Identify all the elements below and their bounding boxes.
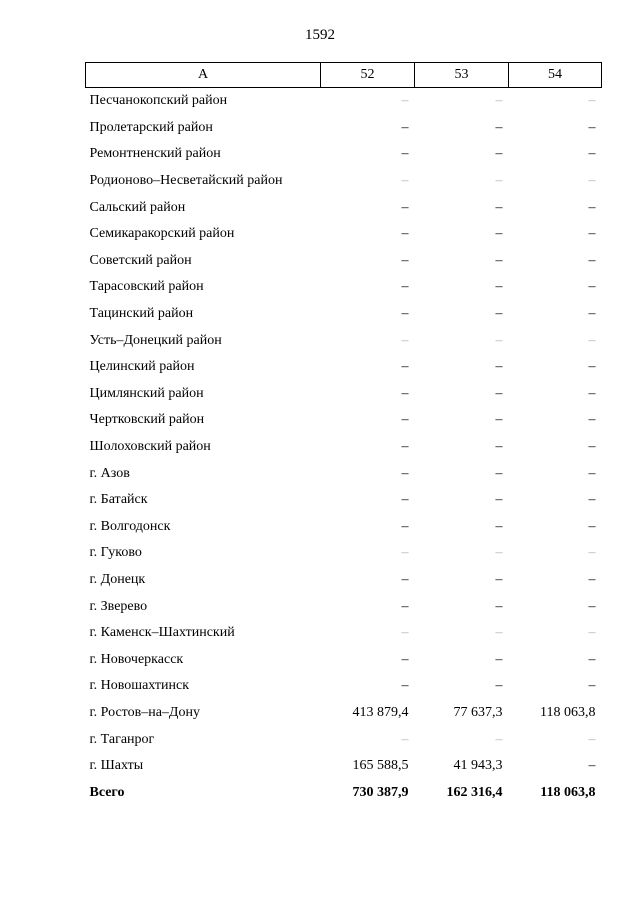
cell-53: 41 943,3 (453, 758, 503, 774)
cell-53: – (495, 306, 503, 322)
cell-54: – (588, 518, 596, 534)
table-row (86, 354, 602, 381)
row-label: Песчанокопский район (89, 93, 228, 109)
cell-53: – (495, 173, 503, 189)
row-label: г. Гуково (89, 545, 142, 561)
table-row (86, 168, 602, 195)
row-label: г. Новошахтинск (89, 678, 190, 694)
cell-53: – (495, 332, 503, 348)
row-label: Пролетарский район (89, 119, 213, 135)
cell-52: – (401, 146, 409, 162)
row-label: Родионово–Несветайский район (89, 173, 283, 189)
cell-52: 413 879,4 (352, 704, 409, 720)
cell-52: – (401, 731, 409, 747)
cell-53: – (495, 545, 503, 561)
cell-53: – (495, 571, 503, 587)
total-54: 118 063,8 (540, 784, 596, 800)
cell-53: – (495, 359, 503, 375)
cell-52: 165 588,5 (352, 758, 409, 774)
table-row (86, 407, 602, 434)
cell-53: – (495, 439, 503, 455)
table-row (86, 248, 602, 275)
page-number: 1592 (305, 27, 335, 43)
cell-53: – (495, 146, 503, 162)
cell-52: – (401, 226, 409, 242)
row-label: Тарасовский район (89, 279, 204, 295)
cell-52: – (401, 598, 409, 614)
row-label: г. Новочеркасск (89, 651, 184, 667)
cell-54: – (588, 199, 596, 215)
table-row (86, 700, 602, 727)
row-label: г. Волгодонск (89, 518, 171, 534)
header-col-54: 54 (509, 63, 602, 88)
cell-52: – (401, 625, 409, 641)
total-label: Всего (89, 784, 125, 800)
table-row (86, 434, 602, 461)
row-label: г. Азов (89, 465, 130, 481)
cell-52: – (401, 93, 409, 109)
cell-52: – (401, 571, 409, 587)
cell-52: – (401, 306, 409, 322)
cell-53: – (495, 226, 503, 242)
cell-53: – (495, 625, 503, 641)
row-label: Шолоховский район (89, 439, 211, 455)
table-row (86, 753, 602, 780)
cell-54: – (588, 332, 596, 348)
cell-53: – (495, 518, 503, 534)
cell-52: – (401, 492, 409, 508)
cell-54: – (588, 465, 596, 481)
cell-52: – (401, 439, 409, 455)
data-table (85, 62, 602, 806)
table-row (86, 726, 602, 753)
row-label: г. Шахты (89, 758, 144, 774)
table-row (86, 460, 602, 487)
cell-53: – (495, 93, 503, 109)
table-row (86, 381, 602, 408)
cell-52: – (401, 119, 409, 135)
cell-53: – (495, 252, 503, 268)
table-row (86, 327, 602, 354)
row-label: Ремонтненский район (89, 146, 221, 162)
table-row (86, 540, 602, 567)
cell-53: – (495, 465, 503, 481)
cell-52: – (401, 385, 409, 401)
cell-53: – (495, 678, 503, 694)
cell-52: – (401, 412, 409, 428)
table-row (86, 221, 602, 248)
cell-52: – (401, 545, 409, 561)
cell-53: – (495, 492, 503, 508)
row-label: Целинский район (89, 359, 195, 375)
row-label: Семикаракорский район (89, 226, 235, 242)
total-row (86, 779, 602, 806)
header-col-52: 52 (321, 63, 415, 88)
row-label: г. Батайск (89, 492, 148, 508)
header-col-53: 53 (415, 63, 509, 88)
row-label: г. Ростов–на–Дону (89, 704, 200, 720)
cell-54: – (588, 252, 596, 268)
row-label: Тацинский район (89, 306, 194, 322)
cell-53: – (495, 199, 503, 215)
cell-53: – (495, 731, 503, 747)
row-label: Усть–Донецкий район (89, 332, 222, 348)
table-row (86, 88, 602, 115)
cell-52: – (401, 359, 409, 375)
table-row (86, 141, 602, 168)
header-col-a: А (86, 63, 321, 88)
table-row (86, 593, 602, 620)
cell-52: – (401, 173, 409, 189)
cell-53: 77 637,3 (453, 704, 503, 720)
cell-54: – (588, 173, 596, 189)
header-row (86, 63, 602, 88)
table-body (86, 88, 602, 807)
row-label: Чертковский район (89, 412, 205, 428)
table-row (86, 194, 602, 221)
cell-54: – (588, 146, 596, 162)
cell-54: – (588, 359, 596, 375)
cell-54: – (588, 119, 596, 135)
cell-52: – (401, 252, 409, 268)
cell-52: – (401, 678, 409, 694)
table-row (86, 514, 602, 541)
cell-54: – (588, 439, 596, 455)
row-label: Советский район (89, 252, 192, 268)
cell-53: – (495, 385, 503, 401)
table-row (86, 301, 602, 328)
cell-53: – (495, 119, 503, 135)
cell-54: – (588, 226, 596, 242)
cell-52: – (401, 199, 409, 215)
cell-54: – (588, 758, 596, 774)
cell-53: – (495, 651, 503, 667)
total-52: 730 387,9 (352, 784, 409, 800)
table-row (86, 673, 602, 700)
cell-52: – (401, 651, 409, 667)
cell-54: – (588, 412, 596, 428)
total-53: 162 316,4 (446, 784, 503, 800)
table-row (86, 646, 602, 673)
cell-52: – (401, 518, 409, 534)
table-row (86, 487, 602, 514)
table-row (86, 620, 602, 647)
cell-52: – (401, 465, 409, 481)
cell-54: – (588, 306, 596, 322)
cell-54: – (588, 651, 596, 667)
cell-54: – (588, 279, 596, 295)
cell-54: – (588, 545, 596, 561)
row-label: Сальский район (89, 199, 186, 215)
row-label: г. Таганрог (89, 731, 155, 747)
cell-53: – (495, 279, 503, 295)
cell-54: – (588, 598, 596, 614)
cell-54: – (588, 625, 596, 641)
cell-54: – (588, 492, 596, 508)
cell-54: – (588, 385, 596, 401)
table-row (86, 274, 602, 301)
table-row (86, 115, 602, 142)
row-label: Цимлянский район (89, 385, 204, 401)
cell-54: – (588, 93, 596, 109)
row-label: г. Донецк (89, 571, 146, 587)
table-row (86, 567, 602, 594)
cell-52: – (401, 332, 409, 348)
cell-54: – (588, 571, 596, 587)
cell-54: 118 063,8 (540, 704, 596, 720)
row-label: г. Каменск–Шахтинский (89, 625, 235, 641)
cell-53: – (495, 598, 503, 614)
cell-54: – (588, 731, 596, 747)
cell-52: – (401, 279, 409, 295)
row-label: г. Зверево (89, 598, 148, 614)
cell-53: – (495, 412, 503, 428)
cell-54: – (588, 678, 596, 694)
